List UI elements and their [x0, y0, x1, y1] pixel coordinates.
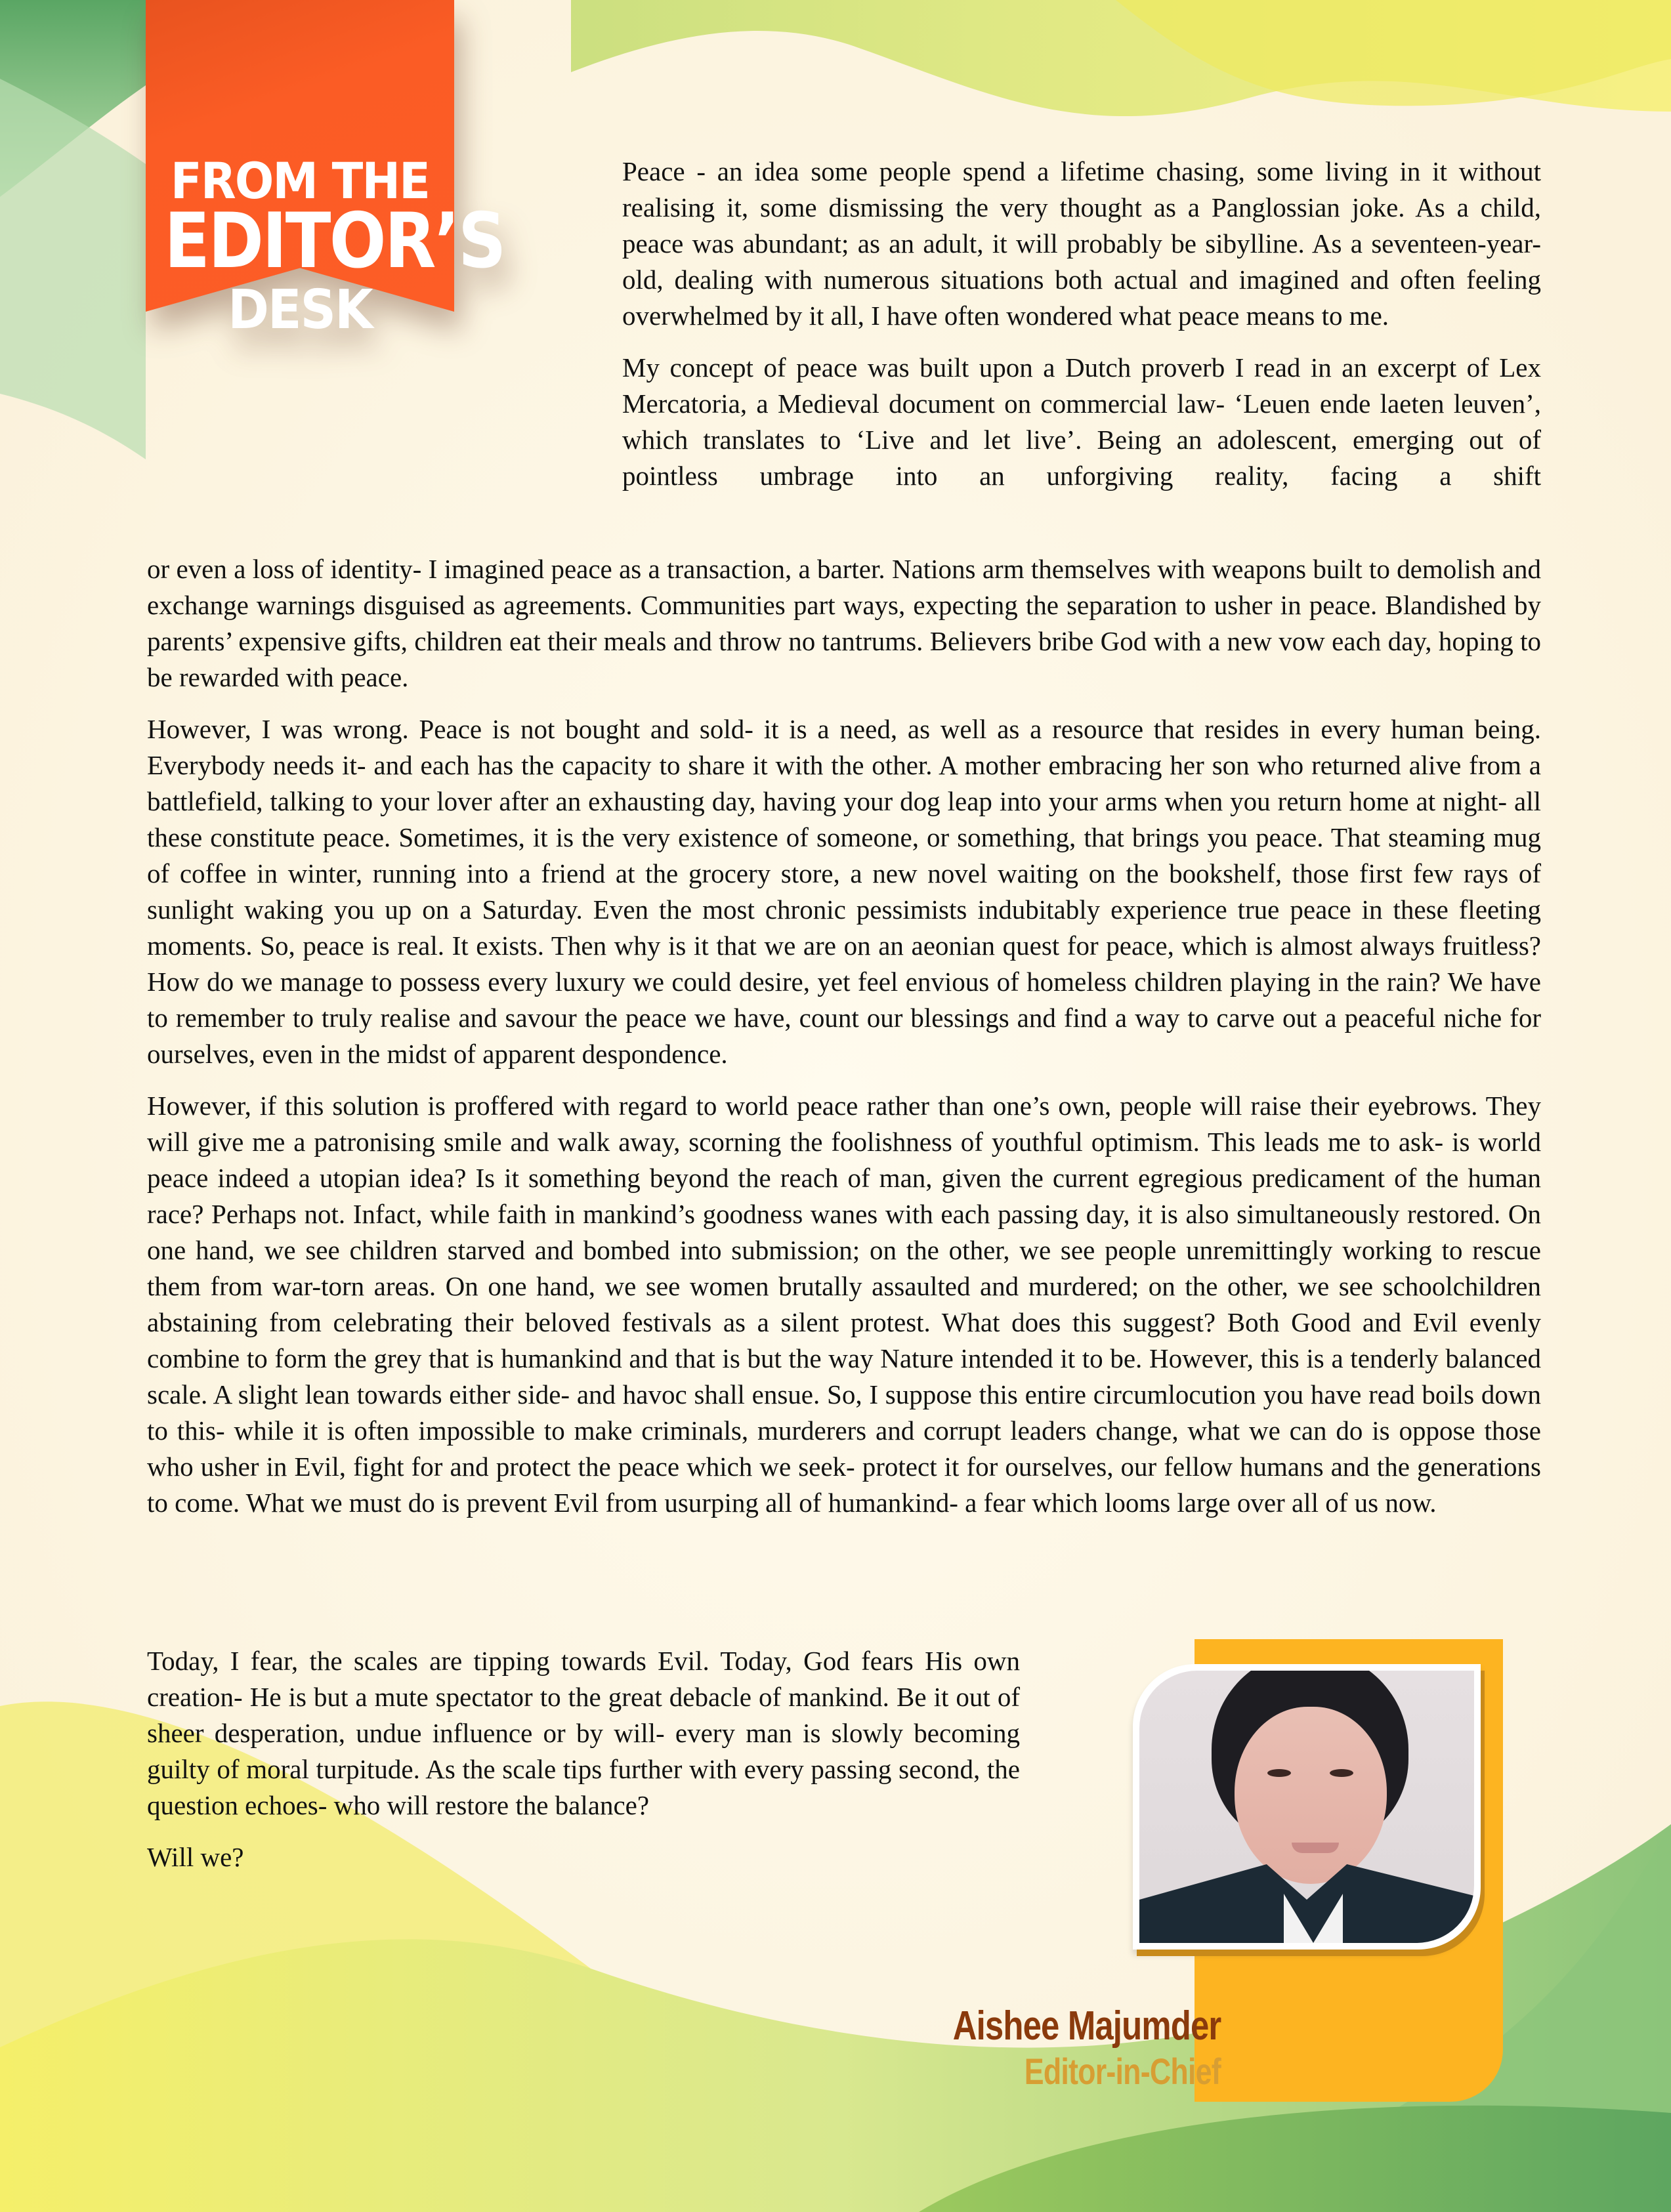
photo-mouth: [1292, 1843, 1339, 1853]
banner-line-2: EDITOR’S: [164, 197, 505, 285]
article-intro-column: [622, 154, 1541, 510]
article-closing-question: Will we?: [147, 1842, 244, 1872]
article-paragraph: However, if this solution is proffered with regard to world peace rather than one’s own, people will raise their eyebrows. They will give me a patronising smile and walk away, scorning the foolishness of youthful optimism. This leads me to ask- is world peace indeed a utopian idea? Is it something beyond the reach of man, given the current egregious predicament of the human race? Perhaps not. Infact, while faith in mankind’s goodness wanes with each passing day, it is also simultaneously restored. On one hand, we see children starved and bombed into submission; on the other, we see people unremittingly working to rescue them from war-torn areas. On one hand, we see women brutally assaulted and murdered; on the other, we see schoolchildren abstaining from celebrating their beloved festivals as a silent protest. What does this suggest? Both Good and Evil evenly combine to form the grey that is humankind and that is but the way Nature intended it to be. However, this is a tenderly balanced scale. A slight lean towards either side- and havoc shall ensue. So, I suppose this entire circumlocution you have read boils down to this- while it is often impossible to make criminals, murderers and corrupt leaders change, what we can do is oppose those who usher in Evil, fight for and protect the peace which we seek- protect it for ourselves, our fellow humans and the generations to come. What we must do is prevent Evil from usurping all of humankind- a fear which looms large over all of us now.: [147, 1091, 1541, 1518]
article-paragraph: or even a loss of identity- I imagined peace as a transaction, a barter. Nations arm themselves with weapons built to demolish and exchange warnings disguised as agreements. Communities part ways, expecting the separation to usher in peace. Blandished by parents’ expensive gifts, children eat their meals and throw no tantrums. Believers bribe God with a new vow each day, hoping to be rewarded with peace.: [147, 554, 1541, 692]
author-role: Editor-in-Chief: [1024, 2051, 1221, 2092]
article-paragraph: Peace - an idea some people spend a lifetime chasing, some living in it without realising it, some dismissing the very thought as a Panglossian joke. As a child, peace was abundant; as an adult, it will probably be sibylline. As a seventeen-year-old, dealing with numerous situations both actual and imagined and often feeling overwhelmed by it all, I have often wondered what peace means to me.: [622, 156, 1541, 331]
author-name: Aishee Majumder: [952, 2003, 1221, 2049]
article-paragraph: Today, I fear, the scales are tipping towards Evil. Today, God fears His own creation- He is but a mute spectator to the great debacle of mankind. Be it out of sheer desperation, undue influence or by will- every man is slowly becoming guilty of moral turpitude. As the scale tips further with every passing second, the question echoes- who will restore the balance?: [147, 1646, 1020, 1820]
banner-line-1: FROM THE: [170, 152, 430, 210]
article-paragraph: However, I was wrong. Peace is not bought and sold- it is a need, as well as a resource that resides in every human being. Everybody needs it- and each has the capacity to share it with the other. A mother embracing her son who returned alive from a battlefield, talking to your lover after an exhausting day, having your dog leap into your arms when you return home at night- all these constitute peace. Sometimes, it is the very existence of someone, or something, that brings you peace. That steaming mug of coffee in winter, running into a friend at the grocery store, a new novel waiting on the bookshelf, those first few rays of sunlight waking you up on a Saturday. Even the most chronic pessimists indubitably experience true peace in these fleeting moments. So, peace is real. It exists. Then why is it that we are on an aeonian quest for peace, which is almost always fruitless? How do we manage to possess every luxury we could desire, yet feel envious of homeless children playing in the rain? We have to remember to truly realise and savour the peace we have, count our blessings and find a way to carve out a peaceful niche for ourselves, even in the midst of apparent despondence.: [147, 714, 1541, 1069]
article-paragraph: My concept of peace was built upon a Dutch proverb I read in an excerpt of Lex Mercatoria, a Medieval document on commercial law- ‘Leuen ende laeten leuven’, which translates to ‘Live and let live’. Being an adolescent, emerging out of pointless umbrage into an unforgiving reality, facing a shift: [622, 352, 1541, 491]
photo-face: [1235, 1707, 1387, 1884]
editors-desk-banner: [146, 0, 505, 341]
article-closing: [147, 1643, 1020, 1891]
banner-line-3: DESK: [228, 279, 372, 341]
author-photo-frame: [1133, 1664, 1481, 1950]
article-body: [147, 551, 1541, 1537]
author-photo: [1139, 1671, 1474, 1943]
photo-eye: [1330, 1769, 1353, 1777]
photo-eye: [1267, 1769, 1291, 1777]
